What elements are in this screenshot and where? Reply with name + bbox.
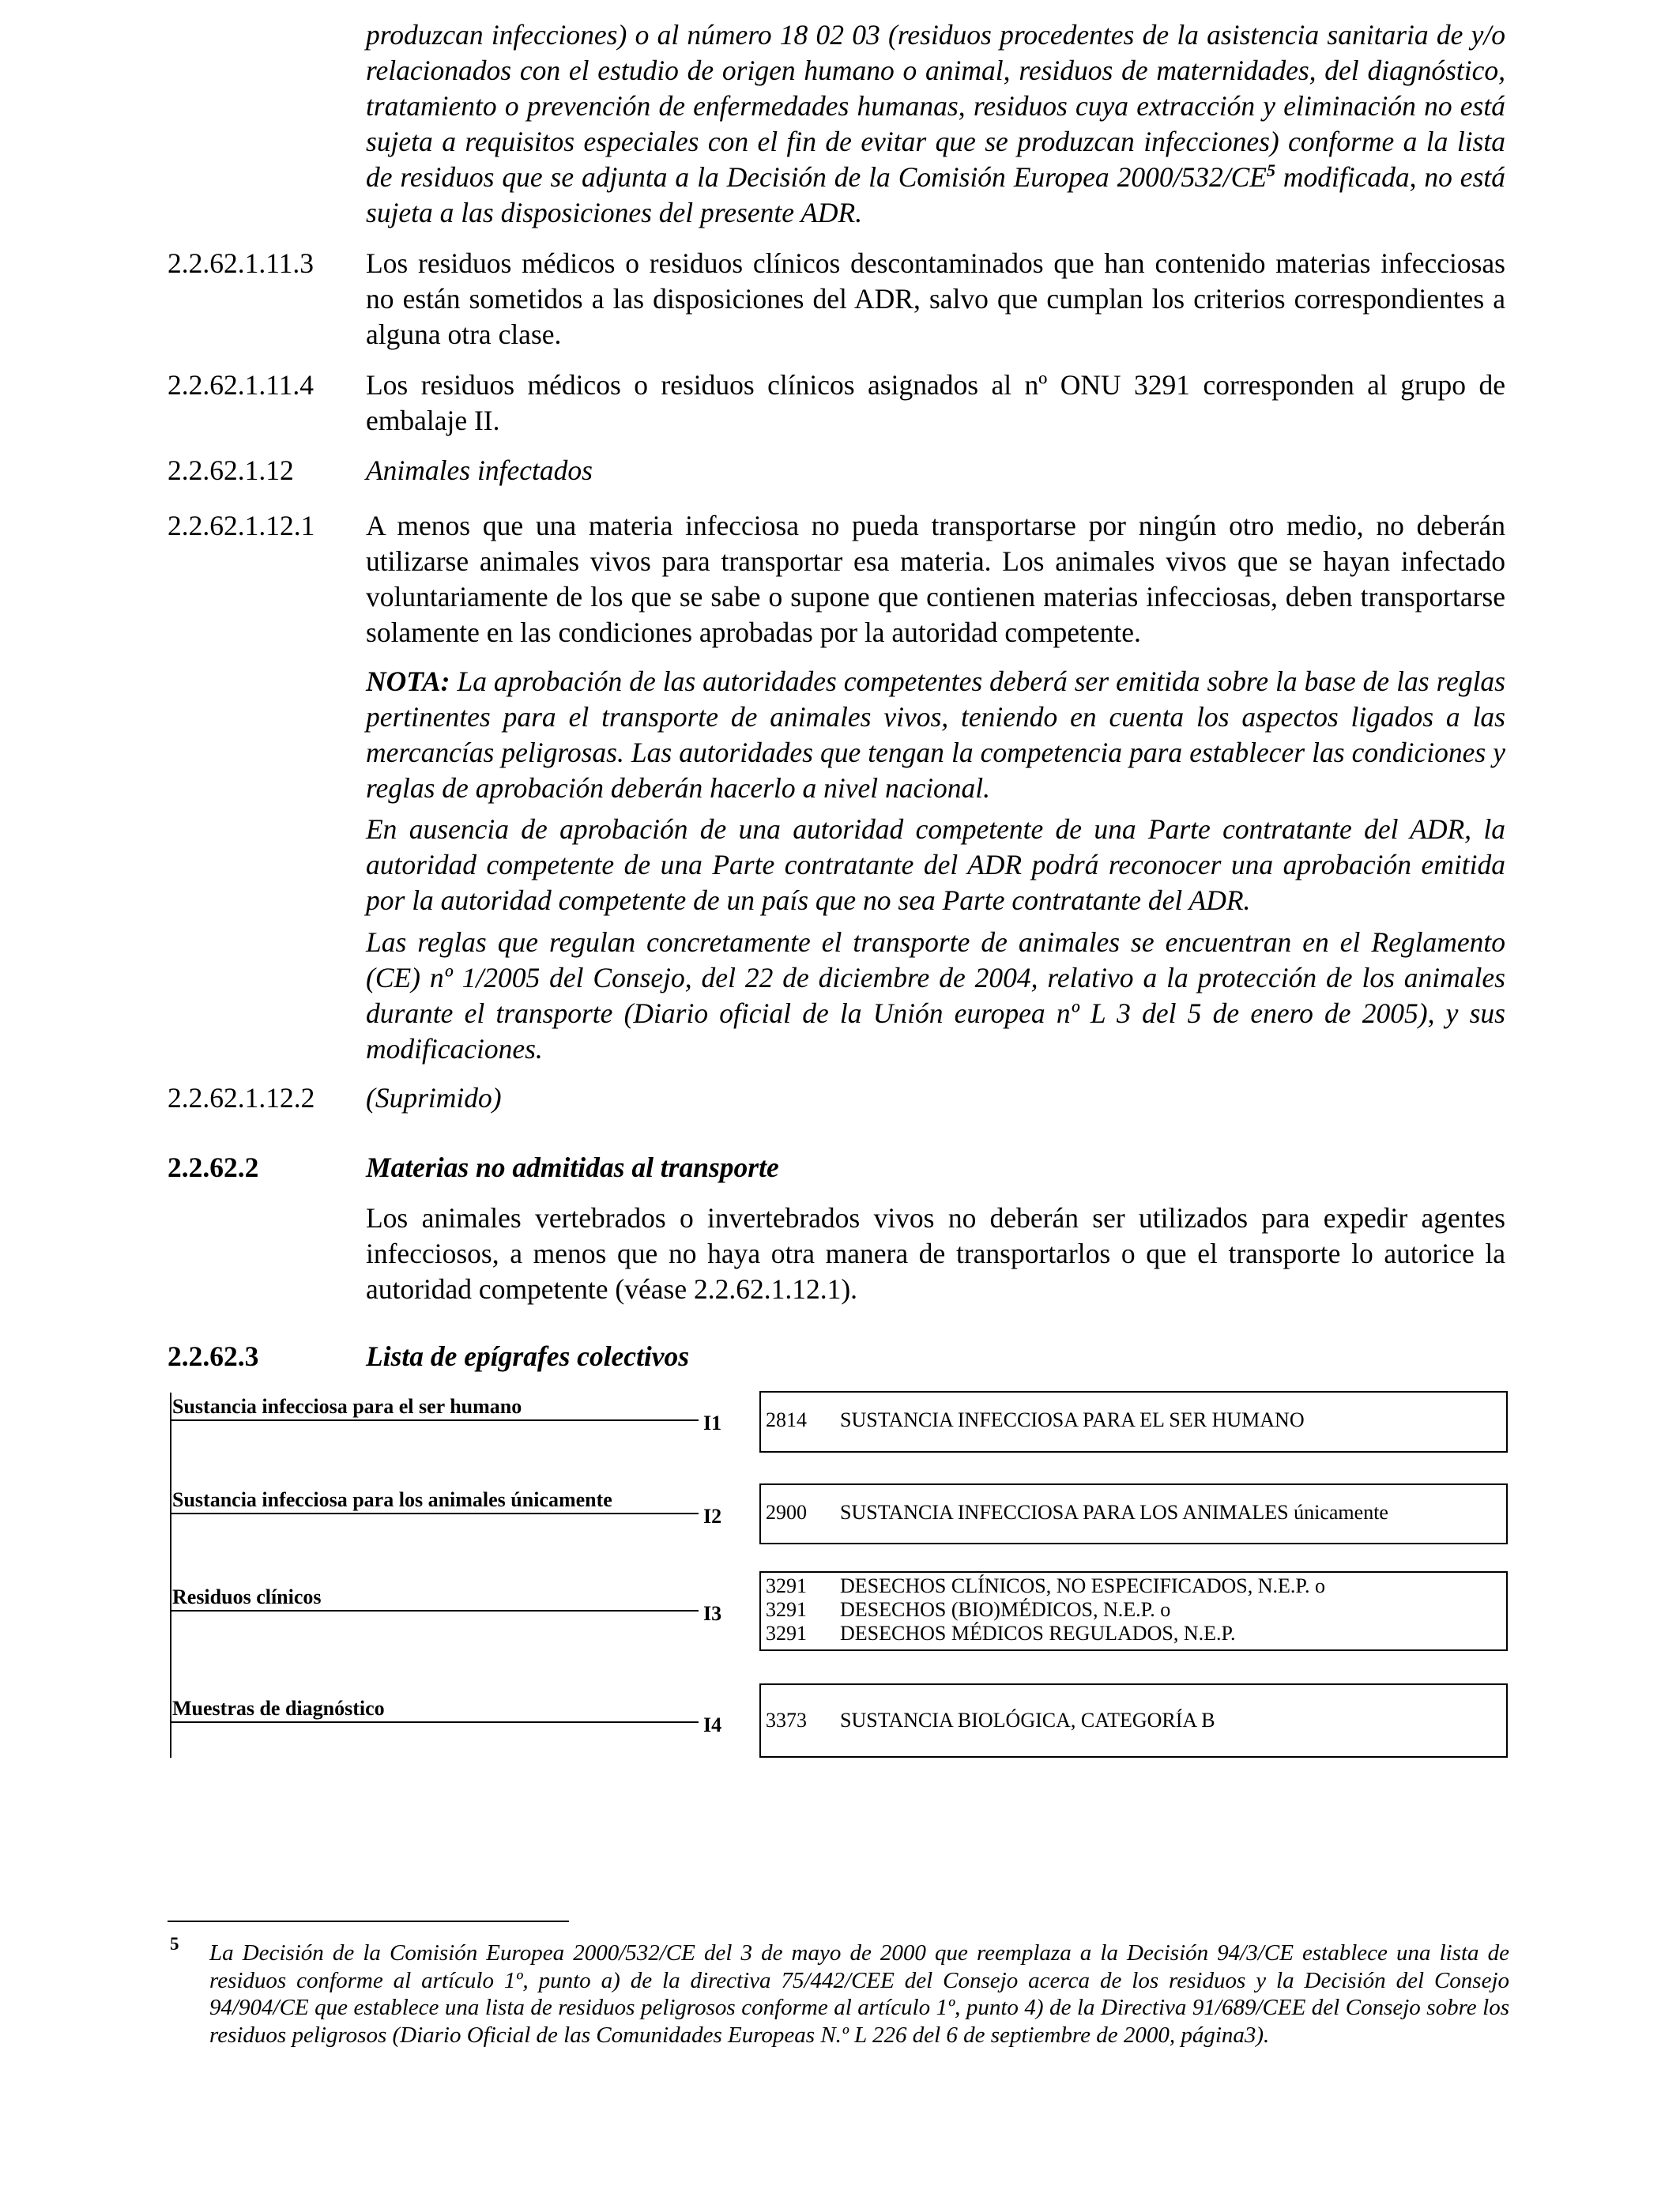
- footnote-separator: [168, 1921, 569, 1922]
- note-paragraph: [366, 664, 1505, 806]
- group-label: Sustancia infecciosa para los animales únicamente: [172, 1488, 612, 1511]
- note-label: NOTA:: [366, 665, 450, 697]
- section-text-2: Los animales vertebrados o invertebrados vivos no deberán ser utilizados para expedir agentes infecciosos, a menos que no haya otra manera de transportarlos o que el transporte lo autorice la autoridad competente (véase 2.2.62.1.12.1).: [366, 1202, 1505, 1305]
- entry-name: SUSTANCIA INFECCIOSA PARA LOS ANIMALES únicamente: [840, 1501, 1388, 1524]
- section-text-11-3: Los residuos médicos o residuos clínicos descontaminados que han contenido materias infecciosas no están sometidos a las disposiciones del ADR, salvo que cumplan los criterios correspondientes a alguna otra clase.: [366, 247, 1505, 350]
- section-title-3: Lista de epígrafes colectivos: [366, 1340, 690, 1372]
- intro-paragraph: [366, 17, 1505, 231]
- entry-name: DESECHOS CLÍNICOS, NO ESPECIFICADOS, N.E.P. o: [840, 1574, 1325, 1597]
- tree-trunk: [170, 1393, 171, 1758]
- entry-box: [759, 1483, 1508, 1544]
- note-paragraph-2: En ausencia de aprobación de una autoridad competente de una Parte contratante del ADR, la autoridad competente de una Parte contratante del ADR podrá reconocer una aprobación emitida por la autoridad competente de un país que no sea Parte contratante del ADR.: [366, 813, 1505, 916]
- un-number: 3291: [766, 1622, 807, 1645]
- entry-line: [766, 1709, 1215, 1732]
- entry-box: [759, 1391, 1508, 1453]
- section-text-12-1: A menos que una materia infecciosa no pueda transportarse por ningún otro medio, no deberán utilizarse animales vivos para transportar esa materia. Los animales vivos que se hayan infectado voluntariamente de los que se sabe o supone que contienen materias infecciosas, deben transportarse solamente en las condiciones aprobadas por la autoridad competente.: [366, 510, 1505, 648]
- entry-line: [766, 1622, 1236, 1646]
- un-number: 2900: [766, 1501, 807, 1524]
- group-code: I4: [703, 1713, 722, 1736]
- branch-line: [170, 1419, 699, 1421]
- section-number-12: 2.2.62.1.12: [168, 454, 294, 486]
- branch-line: [170, 1513, 699, 1514]
- section-title-2: Materias no admitidas al transporte: [366, 1152, 779, 1183]
- entry-line: [766, 1408, 1305, 1432]
- entry-name: SUSTANCIA BIOLÓGICA, CATEGORÍA B: [840, 1709, 1215, 1732]
- intro-text: produzcan infecciones) o al número 18 02 03 (residuos procedentes de la asistencia sanitaria de y/o relacionados con el estudio de origen humano o animal, residuos de maternidades, del diagnóstico, tratamiento o prevención de enfermedades humanas, residuos cuya extracción y eliminación no está sujeta a requisitos especiales con el fin de evitar que se produzcan infecciones) conforme a la lista de residuos que se adjunta a la Decisión de la Comisión Europea 2000/532/CE: [366, 19, 1505, 193]
- note-text: La aprobación de las autoridades competentes deberá ser emitida sobre la base de las reglas pertinentes para el transporte de animales vivos, teniendo en cuenta los aspectos ligados a las mercancías peligrosas. Las autoridades que tengan la competencia para establecer las condiciones y reglas de aprobación deberán hacerlo a nivel nacional.: [366, 665, 1505, 804]
- note-paragraph-3: Las reglas que regulan concretamente el transporte de animales se encuentran en el Reglamento (CE) nº 1/2005 del Consejo, del 22 de diciembre de 2004, relativo a la protección de los animales durante el transporte (Diario oficial de la Unión europea nº L 3 del 5 de enero de 2005), y sus modificaciones.: [366, 926, 1505, 1065]
- entry-line: [766, 1574, 1325, 1598]
- section-text-12-2: (Suprimido): [366, 1082, 502, 1114]
- section-number-11-3: 2.2.62.1.11.3: [168, 247, 315, 279]
- section-number-11-4: 2.2.62.1.11.4: [168, 369, 315, 401]
- group-label: Residuos clínicos: [172, 1585, 322, 1608]
- branch-line: [170, 1721, 699, 1723]
- entry-box: [759, 1571, 1508, 1651]
- section-number-2: 2.2.62.2: [168, 1152, 259, 1183]
- group-code: I2: [703, 1505, 722, 1528]
- entry-box: [759, 1683, 1508, 1758]
- intro-tail: modificada, no está sujeta a las disposiciones del presente ADR.: [366, 161, 1505, 228]
- section-number-12-1: 2.2.62.1.12.1: [168, 510, 315, 541]
- section-title-12: Animales infectados: [366, 454, 593, 486]
- un-number: 2814: [766, 1408, 807, 1431]
- un-number: 3373: [766, 1709, 807, 1732]
- group-code: I3: [703, 1602, 722, 1625]
- branch-line: [170, 1610, 699, 1612]
- entry-name: DESECHOS MÉDICOS REGULADOS, N.E.P.: [840, 1622, 1236, 1645]
- un-number: 3291: [766, 1598, 807, 1621]
- footnote-reference[interactable]: 5: [1266, 160, 1275, 180]
- footnote-text: La Decisión de la Comisión Europea 2000/532/CE del 3 de mayo de 2000 que reemplaza a la Decisión 94/3/CE establece una lista de residuos conforme al artículo 1º, punto a) de la directiva 75/442/CEE del Consejo acerca de los residuos y la Decisión del Consejo 94/904/CE que establece una lista de residuos peligrosos conforme al artículo 1º, punto 4) de la Directiva 91/689/CEE del Consejo sobre los residuos peligrosos (Diario Oficial de las Comunidades Europeas N.º L 226 del 6 de septiembre de 2000, página3).: [209, 1940, 1509, 2048]
- entry-line: [766, 1598, 1170, 1622]
- un-number: 3291: [766, 1574, 807, 1597]
- group-code: I1: [703, 1412, 722, 1434]
- section-number-12-2: 2.2.62.1.12.2: [168, 1082, 315, 1114]
- group-label: Muestras de diagnóstico: [172, 1697, 385, 1720]
- entry-line: [766, 1501, 1388, 1525]
- section-text-11-4: Los residuos médicos o residuos clínicos asignados al nº ONU 3291 corresponden al grupo de embalaje II.: [366, 369, 1505, 436]
- entry-name: DESECHOS (BIO)MÉDICOS, N.E.P. o: [840, 1598, 1171, 1621]
- group-label: Sustancia infecciosa para el ser humano: [172, 1395, 522, 1418]
- section-number-3: 2.2.62.3: [168, 1340, 259, 1372]
- footnote-mark: 5: [170, 1934, 179, 1954]
- entry-name: SUSTANCIA INFECCIOSA PARA EL SER HUMANO: [840, 1408, 1305, 1431]
